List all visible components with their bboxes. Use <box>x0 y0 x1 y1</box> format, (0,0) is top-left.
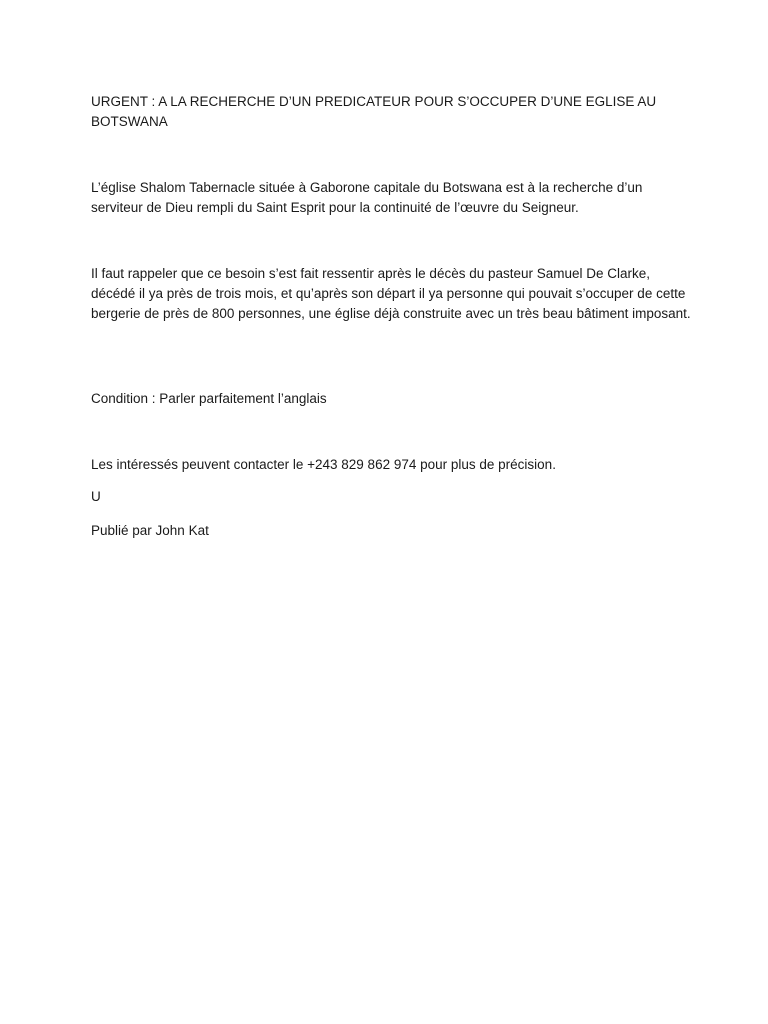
paragraph-background: Il faut rappeler que ce besoin s’est fait ressentir après le décès du pasteur Samuel De Clarke, décédé il ya près de trois mois, et qu’après son départ il ya personne qui pouvait s’occuper de cette bergerie de près de 800 personnes, une église déjà construite avec un très beau bâtiment imposant. <box>91 266 691 321</box>
paragraph-condition: Condition : Parler parfaitement l’anglais <box>91 391 327 406</box>
paragraph-contact: Les intéressés peuvent contacter le +243 829 862 974 pour plus de précision. <box>91 457 556 472</box>
paragraph-stray-letter: U <box>91 489 101 504</box>
document-title: URGENT : A LA RECHERCHE D’UN PREDICATEUR POUR S’OCCUPER D’UNE EGLISE AU BOTSWANA <box>91 94 657 129</box>
paragraph-church-search: L’église Shalom Tabernacle située à Gaborone capitale du Botswana est à la recherche d’un serviteur de Dieu rempli du Saint Esprit pour la continuité de l’œuvre du Seigneur. <box>91 180 643 215</box>
paragraph-author: Publié par John Kat <box>91 523 209 538</box>
